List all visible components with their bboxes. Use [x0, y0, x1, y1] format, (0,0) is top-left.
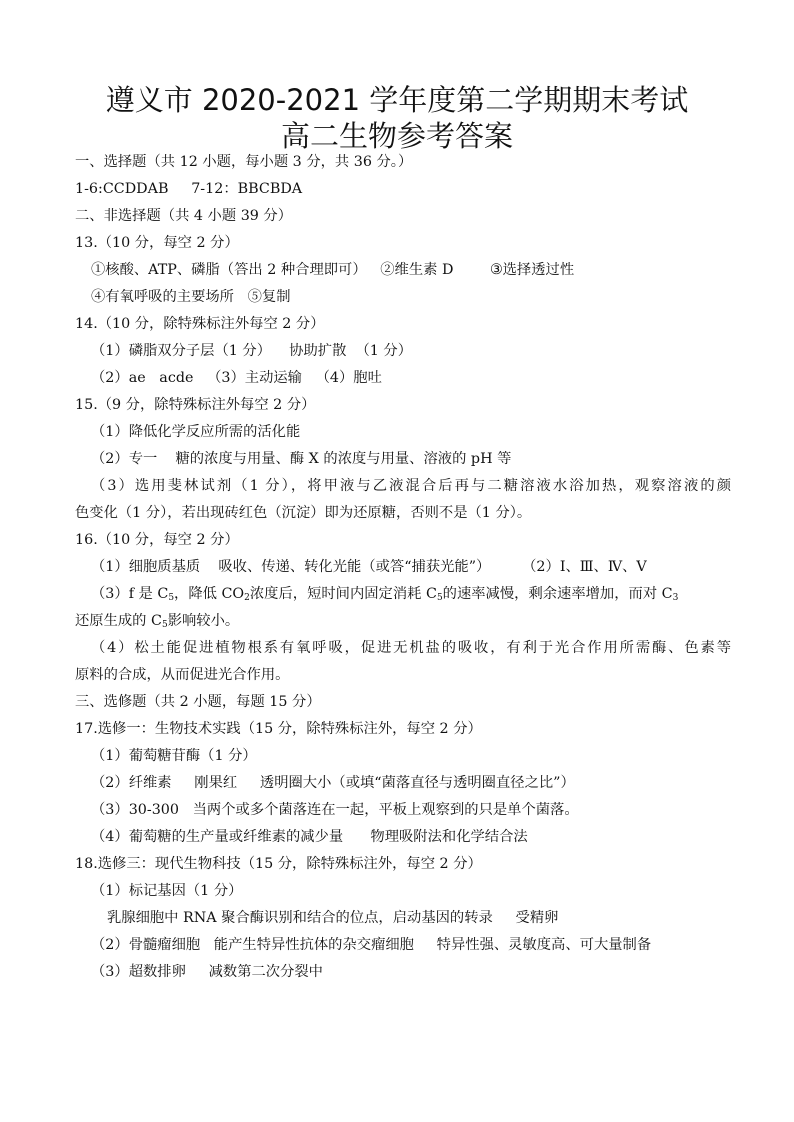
q16-answer-line-1: （1）细胞质基质 吸收、传递、转化光能（或答“捕获光能”） （2）Ⅰ、Ⅲ、Ⅳ、Ⅴ — [91, 559, 647, 575]
q18-answer-line-1: （1）标记基因（1 分） — [91, 883, 243, 899]
text-fragment: （3）f 是 C — [91, 586, 169, 602]
q17-answer-line-1: （1）葡萄糖苷酶（1 分） — [91, 748, 257, 764]
q13-heading: 13.（10 分，每空 2 分） — [75, 235, 239, 251]
q17-answer-line-4: （4）葡萄糖的生产量或纤维素的减少量 物理吸附法和化学结合法 — [91, 829, 528, 845]
text-fragment: 的速率减慢，剩余速率增加，而对 C — [442, 586, 673, 602]
q15-answer-line-1: （1）降低化学反应所需的活化能 — [91, 424, 301, 440]
section-3-heading: 三、选修题（共 2 小题，每题 15 分） — [75, 694, 321, 710]
page-subtitle: 高二生物参考答案 — [280, 119, 513, 153]
q14-heading: 14.（10 分，除特殊标注外每空 2 分） — [75, 316, 325, 332]
q17-answer-line-3: （3）30-300 当两个或多个菌落连在一起，平板上观察到的只是单个菌落。 — [91, 802, 579, 818]
q15-answer-line-2: （2）专一 糖的浓度与用量、酶 X 的浓度与用量、溶液的 pH 等 — [91, 451, 512, 467]
text-fragment: 影响较小。 — [167, 613, 240, 629]
subscript: 5 — [161, 620, 168, 630]
q17-heading: 17.选修一：生物技术实践（15 分，除特殊标注外，每空 2 分） — [75, 721, 482, 737]
q18-answer-line-3: （2）骨髓瘤细胞 能产生特异性抗体的杂交瘤细胞 特异性强、灵敏度高、可大量制备 — [91, 937, 652, 953]
text-fragment: 浓度后，短时间内固定消耗 C — [249, 586, 437, 602]
q16-heading: 16.（10 分，每空 2 分） — [75, 532, 239, 548]
section-2-heading: 二、非选择题（共 4 小题 39 分） — [75, 208, 293, 224]
section-1-heading: 一、选择题（共 12 小题，每小题 3 分，共 36 分。） — [75, 154, 413, 170]
q15-heading: 15.（9 分，除特殊标注外每空 2 分） — [75, 397, 316, 413]
q17-answer-line-2: （2）纤维素 刚果红 透明圈大小（或填“菌落直径与透明圈直径之比”） — [91, 775, 575, 791]
q13-answer-line-2: ④有氧呼吸的主要场所 ⑤复制 — [91, 289, 291, 305]
q14-answer-line-1: （1）磷脂双分子层（1 分） 协助扩散 （1 分） — [91, 343, 412, 359]
q13-answer-line-1: ①核酸、ATP、磷脂（答出 2 种合理即可） ②维生素 D ③选择透过性 — [91, 262, 575, 278]
q16-answer-line-5: 原料的合成，从而促进光合作用。 — [75, 667, 290, 683]
subscript: 3 — [672, 593, 679, 603]
q18-heading: 18.选修三：现代生物科技（15 分，除特殊标注外，每空 2 分） — [75, 856, 482, 872]
text-fragment: ，降低 CO — [174, 586, 245, 602]
q16-answer-line-2 — [91, 584, 678, 604]
choice-answers: 1-6:CCDDAB 7-12：BBCBDA — [75, 181, 303, 197]
q15-answer-line-3: （3）选用斐林试剂（1 分），将甲液与乙液混合后再与二糖溶液水浴加热，观察溶液的颜 — [91, 478, 731, 494]
subscript: 2 — [244, 593, 250, 603]
q18-answer-line-2: 乳腺细胞中 RNA 聚合酶识别和结合的位点，启动基因的转录 受精卵 — [107, 910, 559, 926]
subscript: 5 — [168, 593, 175, 603]
page-title: 遵义市 2020-2021 学年度第二学期期末考试 — [105, 83, 689, 117]
subscript: 5 — [436, 593, 443, 603]
q18-answer-line-4: （3）超数排卵 减数第二次分裂中 — [91, 964, 323, 980]
text-fragment: 还原生成的 C — [75, 613, 162, 629]
q15-answer-line-4: 色变化（1 分），若出现砖红色（沉淀）即为还原糖，否则不是（1 分）。 — [75, 505, 532, 521]
q14-answer-line-2: （2）ae acde （3）主动运输 （4）胞吐 — [91, 370, 382, 386]
q16-answer-line-3 — [75, 611, 239, 631]
q16-answer-line-4: （4）松土能促进植物根系有氧呼吸，促进无机盐的吸收，有利于光合作用所需酶、色素等 — [91, 640, 731, 656]
